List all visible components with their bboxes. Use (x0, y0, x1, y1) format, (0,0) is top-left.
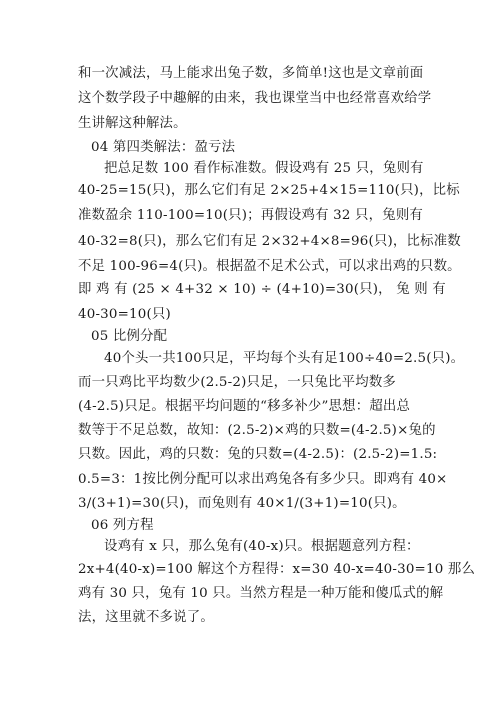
text-line: 40-30=10(只) (78, 307, 171, 322)
text-line: 不足 100-96=4(只)。根据盈不足术公式，可以求出鸡的只数。 (78, 259, 461, 274)
text-line: 这个数学段子中趣解的由来，我也课堂当中也经常喜欢给学 (78, 91, 432, 106)
section-heading: 05 比例分配 (91, 329, 168, 344)
text-line: 鸡有 30 只，兔有 10 只。当然方程是一种万能和傻瓜式的解 (78, 586, 444, 601)
text-line: 而一只鸡比平均数少(2.5-2)只足，一只兔比平均数多 (78, 375, 396, 390)
text-line: 数等于不足总数，故知：(2.5-2)×鸡的只数=(4-2.5)×兔的 (78, 423, 436, 438)
text-line: 只数。因此，鸡的只数：兔的只数=(4-2.5)：(2.5-2)=1.5: (78, 447, 438, 462)
text-line: 设鸡有 x 只，那么兔有(40-x)只。根据题意列方程： (104, 539, 420, 554)
text-line: 40-25=15(只)，那么它们有足 2×25+4×15=110(只)，比标 (78, 183, 460, 198)
text-line: 40-32=8(只)，那么它们有足 2×32+4×8=96(只)，比标准数 (78, 234, 461, 249)
text-line: 法，这里就不多说了。 (78, 610, 214, 625)
text-line: 即 鸡 有 (25 × 4+32 × 10) ÷ (4+10)=30(只)， 兔 则 有 (78, 282, 446, 297)
text-line: 2x+4(40-x)=100 解这个方程得：x=30 40-x=40-30=10 那么 (78, 562, 476, 577)
text-line: 准数盈余 110-100=10(只)；再假设鸡有 32 只，兔则有 (78, 208, 424, 223)
text-line: 40个头一共100只足，平均每个头有足100÷40=2.5(只)。 (104, 351, 465, 366)
text-line: 和一次减法，马上能求出兔子数，多简单!这也是文章前面 (78, 66, 424, 81)
text-line: 3/(3+1)=30(只)，而兔则有 40×1/(3+1)=10(只)。 (78, 496, 406, 511)
text-line: (4-2.5)只足。根据平均问题的“移多补少”思想：超出总 (78, 399, 411, 414)
section-heading: 06 列方程 (91, 518, 154, 533)
text-line: 生讲解这种解法。 (78, 116, 187, 131)
text-line: 0.5=3：1按比例分配可以求出鸡兔各有多少只。即鸡有 40× (78, 472, 448, 487)
section-heading: 04 第四类解法：盈亏法 (91, 140, 236, 155)
text-line: 把总足数 100 看作标准数。假设鸡有 25 只，兔则有 (104, 161, 424, 176)
